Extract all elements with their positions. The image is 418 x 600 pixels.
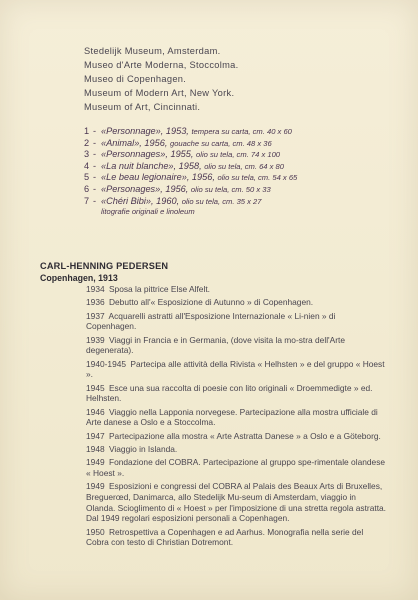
work-technique: olio su tela, cm. 35 x 27 (181, 196, 262, 206)
museum-item: Museum of Art, Cincinnati. (84, 102, 201, 112)
bio-year: 1940-1945 (86, 358, 127, 369)
artist-heading (40, 260, 168, 284)
bio-entry (86, 431, 386, 442)
work-item: 4 - «La nuit blanche», 1958, olio su tela, cm. 64 x 80 (84, 160, 284, 171)
bio-entry (86, 527, 386, 548)
works-list (84, 126, 297, 216)
bio-year: 1945 (86, 382, 105, 393)
bio-text: Fondazione del COBRA. Partecipazione al gruppo spe-rimentale olandese « Hoest ». (86, 457, 386, 478)
museum-item: Museo di Copenhagen. (84, 74, 187, 84)
work-title: «Animal», 1956, (101, 137, 168, 148)
work-technique: olio su tela, cm. 54 x 65 (217, 173, 298, 183)
bio-text: Partecipazione alla mostra « Arte Astratta Danese » a Oslo e a Göteborg. (108, 430, 381, 441)
museum-list (84, 44, 239, 114)
bio-text: Esce una sua raccolta di poesie con lito originali « Droemmedigte » ed. Helhsten. (86, 382, 373, 404)
work-item: 2 - «Animal», 1956, gouache su carta, cm. 48 x 36 (84, 137, 272, 148)
bio-year: 1948 (86, 443, 105, 454)
bio-year: 1936 (86, 297, 105, 308)
bio-year: 1950 (86, 526, 105, 537)
bio-entry (86, 383, 386, 404)
work-item: 3 - «Personnages», 1955, olio su tela, cm. 74 x 100 (84, 149, 281, 160)
work-technique: olio su tela, cm. 74 x 100 (196, 150, 281, 160)
bio-text: Viaggio in Islanda. (108, 443, 178, 454)
bio-text: Viaggio nella Lapponia norvegese. Partecipazione alla mostra ufficiale di Arte danese a Oslo e a Stoccolma. (86, 406, 378, 428)
work-number: 6 (84, 183, 90, 194)
bio-entry (86, 457, 386, 478)
bio-entry (86, 481, 386, 524)
museum-item: Stedelijk Museum, Amsterdam. (84, 46, 221, 56)
work-item: 5 - «Le beau legionaire», 1956, olio su tela, cm. 54 x 65 (84, 172, 298, 183)
work-number: 7 (84, 195, 90, 206)
bio-text: Acquarelli astratti all'Esposizione Internazionale « Li-nien » di Copenhagen. (86, 310, 336, 332)
work-number: 1 (84, 126, 90, 136)
bio-year: 1949 (86, 481, 105, 492)
work-title: «Personages», 1956, (101, 183, 189, 194)
bio-year: 1947 (86, 430, 105, 441)
bio-entry (86, 407, 386, 428)
work-number: 3 (84, 149, 90, 160)
bio-text: Partecipa alle attività della Rivista « Helhsten » e del gruppo « Hoest ». (86, 358, 385, 380)
bio-entry (86, 311, 386, 332)
work-number: 5 (84, 172, 90, 183)
bio-year: 1934 (86, 284, 105, 294)
bio-entry (86, 284, 386, 295)
work-title: «La nuit blanche», 1958, (101, 160, 202, 171)
work-title: «Le beau legionaire», 1956, (101, 172, 215, 183)
work-title: «Personnages», 1955, (101, 149, 194, 160)
works-note: litografie originali e linoleum (101, 207, 195, 217)
work-technique: olio su tela, cm. 50 x 33 (190, 184, 271, 194)
bio-year: 1937 (86, 310, 105, 321)
work-technique: tempera su carta, cm. 40 x 60 (191, 127, 292, 136)
work-title: «Chéri Bibi», 1960, (101, 195, 180, 206)
work-number: 2 (84, 137, 90, 148)
bio-year: 1939 (86, 334, 105, 345)
biography (86, 284, 386, 551)
bio-year: 1949 (86, 457, 105, 468)
bio-year: 1946 (86, 406, 105, 417)
work-title: «Personnage», 1953, (101, 126, 189, 136)
bio-text: Esposizioni e congressi del COBRA al Palais des Beaux Arts di Bruxelles, Breguerœd, Danimarca, allo Stedelijk Mu-seum di Amsterdam, viaggio in Olanda. Scioglimento di « Hoest » per l'imposizione di una stretta regola astratta. Dal 1949 regolari esposizioni personali a Copenhagen. (86, 481, 387, 524)
work-item: 1 - «Personnage», 1953, tempera su carta, cm. 40 x 60 (84, 126, 292, 136)
bio-text: Retrospettiva a Copenhagen e ad Aarhus. Monografia nella serie del Cobra con testo di Christian Dotremont. (86, 526, 364, 548)
artist-name: CARL-HENNING PEDERSEN (40, 261, 169, 271)
museum-item: Museo d'Arte Moderna, Stoccolma. (84, 60, 239, 70)
bio-entry (86, 335, 386, 356)
work-technique: gouache su carta, cm. 48 x 36 (169, 138, 272, 148)
work-item: 7 - «Chéri Bibi», 1960, olio su tela, cm. 35 x 27 (84, 195, 262, 206)
bio-text: Debutto all'« Esposizione di Autunno » di Copenhagen. (108, 297, 314, 308)
artist-birth: Copenhagen, 1913 (40, 273, 118, 283)
bio-entry (86, 444, 386, 455)
work-number: 4 (84, 160, 90, 171)
work-item: 6 - «Personages», 1956, olio su tela, cm. 50 x 33 (84, 183, 271, 194)
bio-entry (86, 359, 386, 380)
bio-text: Viaggi in Francia e in Germania, (dove visita la mo-stra dell'Arte degenerata). (86, 334, 346, 356)
museum-item: Museum of Modern Art, New York. (84, 88, 235, 98)
bio-entry (86, 297, 386, 308)
bio-text: Sposa la pittrice Else Alfelt. (108, 284, 210, 294)
work-technique: olio su tela, cm. 64 x 80 (204, 161, 284, 171)
